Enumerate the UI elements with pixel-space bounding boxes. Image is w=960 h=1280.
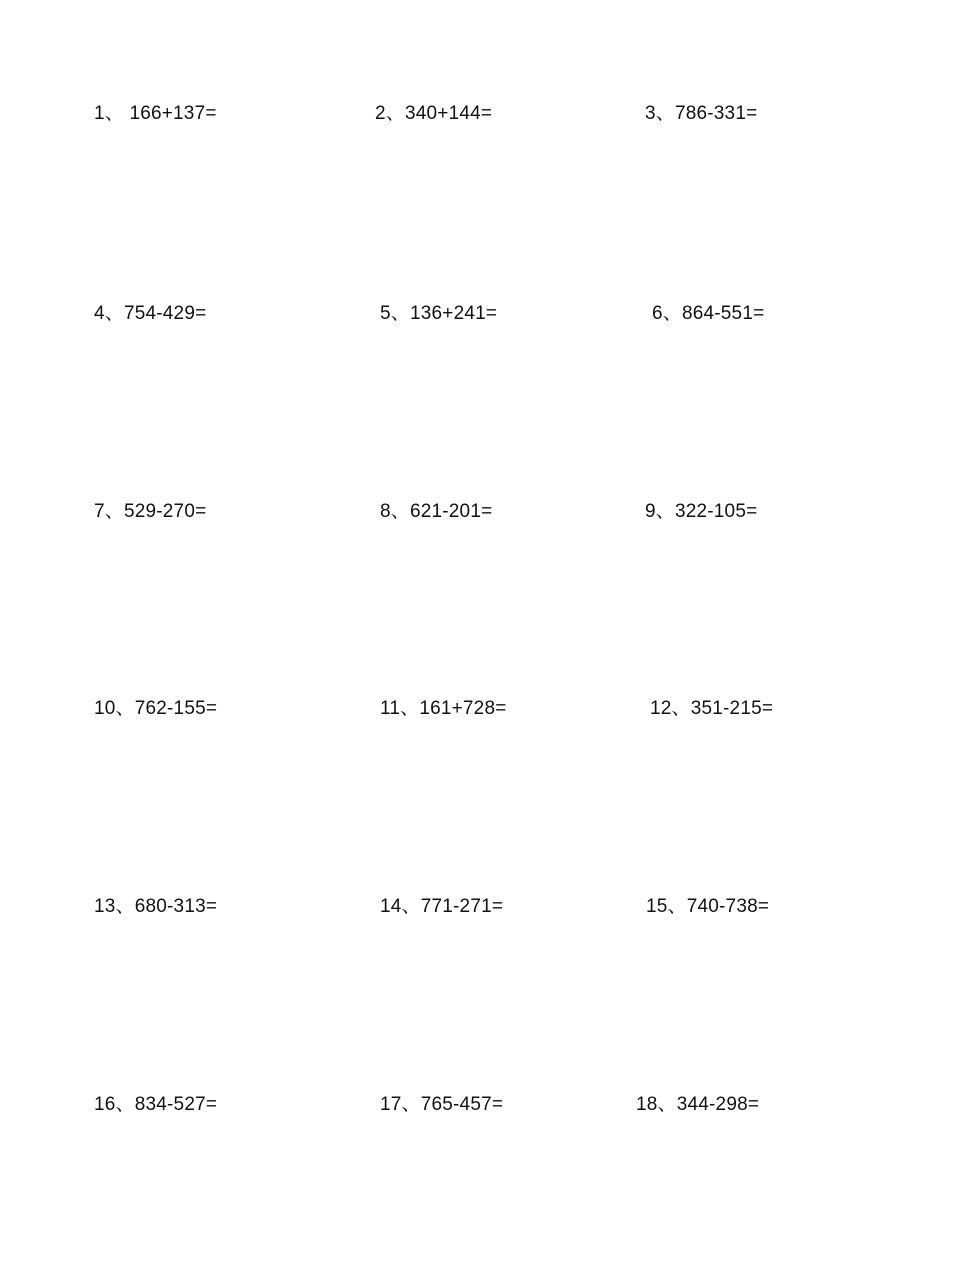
problem-5: 5、136+241= — [380, 303, 498, 324]
problem-9: 9、322-105= — [645, 501, 758, 522]
problem-6: 6、864-551= — [652, 303, 765, 324]
problem-7: 7、529-270= — [94, 501, 207, 522]
problem-18: 18、344-298= — [636, 1094, 760, 1115]
problem-17: 17、765-457= — [380, 1094, 504, 1115]
problem-16: 16、834-527= — [94, 1094, 218, 1115]
problem-13: 13、680-313= — [94, 896, 218, 917]
problem-12: 12、351-215= — [650, 698, 774, 719]
problem-1: 1、 166+137= — [94, 103, 217, 124]
problem-15: 15、740-738= — [646, 896, 770, 917]
problem-10: 10、762-155= — [94, 698, 218, 719]
problem-8: 8、621-201= — [380, 501, 493, 522]
problem-4: 4、754-429= — [94, 303, 207, 324]
problem-14: 14、771-271= — [380, 896, 504, 917]
problem-2: 2、340+144= — [375, 103, 493, 124]
problem-11: 11、161+728= — [380, 698, 507, 719]
problem-3: 3、786-331= — [645, 103, 758, 124]
